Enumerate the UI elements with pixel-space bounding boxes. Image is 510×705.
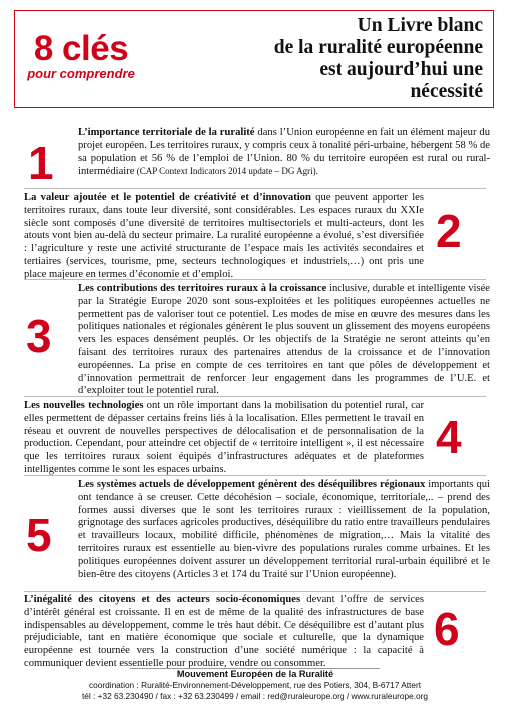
divider	[24, 396, 486, 397]
section-text: inclusive, durable et intelligente visée par la Stratégie Europe 2020 sont sous-exploitées et les politiques européennes actuelles ne permettent pas de valoriser tout ce potentiel. Les modes de mise en œuvre des mesures dans les politiques nationales et régionales génèrent le plus souvent un glissement des moyens européens vers les espaces densément peuplés. Or les objectifs de la Stratégie ne seront atteints qu’en faisant des territoires ruraux des partenaires attendus de la croissance et de l’innovation européennes. La prise en compte de ces territoires en tant que pôles de développement et d’innovation permettrait de renforcer leur engagement dans les programmes de l’U.E. et d’exploiter tout le potentiel rural.	[78, 283, 490, 397]
section-number: 6	[434, 603, 460, 655]
header-box	[14, 10, 494, 108]
section-text: que peuvent apporter les territoires ruraux, dans toute leur diversité, sont considérables. Les espaces ruraux du XXIe siècle sont composés d’une diversité de territoires multisectoriels et multi-acteurs, dont les atouts vont bien au-delà du secteur primaire. La ruralité européenne a évolué, s’est diversifiée : l’agriculture y reste une activité structurante de l’espace mais les activités secondaires et tertiaires (services, tourisme, pme, secteurs technologiques et industriels,…) ont pris une place majeure en termes d’économie et d’emploi.	[24, 192, 424, 280]
title-line: de la ruralité européenne	[273, 37, 483, 58]
section-2	[24, 192, 424, 282]
divider	[24, 591, 486, 592]
badge-title: 8 clés	[33, 29, 129, 68]
section-note: (CAP Context Indicators 2014 update – DG Agri).	[134, 166, 318, 177]
divider	[24, 279, 486, 280]
page-title	[153, 15, 483, 103]
section-number: 3	[26, 310, 52, 362]
section-lead: L’importance territoriale de la ruralité	[78, 127, 255, 138]
badge-subtitle: pour comprendre	[27, 66, 135, 81]
section-lead: L’inégalité des citoyens et des acteurs socio-économiques	[24, 594, 301, 605]
section-1	[78, 127, 490, 179]
title-line: nécessité	[410, 81, 483, 102]
footer-address: coordination : Ruralité-Environnement-Développement, rue des Potiers, 304, B-6717 Attert	[88, 680, 422, 690]
section-text: devant l’offre de services d’intérêt général est croissante. Il en est de même de la qualité des infrastructures de base indispensables au développement, comme le très haut débit. Ce déséquilibre est d’autant plus préjudiciable, tant en matière économique que sociale et culturelle, que la dynamique européenne est tournée vers la construction d’une société numérique : la capacité à communiquer devient essentielle pour produire, vendre ou consommer.	[24, 594, 424, 669]
section-5	[78, 479, 490, 581]
section-number: 4	[436, 411, 462, 463]
divider	[24, 188, 486, 189]
section-4	[24, 400, 424, 477]
divider	[24, 475, 486, 476]
title-line: est aujourd’hui une	[319, 59, 483, 80]
footer-contact: tél : +32 63.230490 / fax : +32 63.230499 / email : red@ruraleurope.org / www.ruraleurope.org	[81, 691, 429, 701]
footer-org: Mouvement Européen de la Ruralité	[176, 669, 334, 679]
keys-badge	[15, 11, 147, 106]
section-lead: Les nouvelles technologies	[24, 400, 144, 411]
section-lead: Les systèmes actuels de développement génèrent des déséquilibres régionaux	[78, 479, 426, 490]
section-number: 1	[28, 137, 54, 189]
title-line: Un Livre blanc	[357, 15, 483, 36]
section-text: ont un rôle important dans la mobilisation du potentiel rural, car elles permettent de dépasser certains freins liés à la localisation. Elles permettent le travail en réseau et ouvrent de nouvelles perspectives de délocalisation et de personnalisation de la production. Cependant, pour atteindre cet objectif de « territoire intelligent », il est nécessaire que les territoires ruraux soient équipés d’infrastructures adéquates et de plateformes intelligentes comme le sont les espaces urbains.	[24, 400, 424, 475]
section-3	[78, 283, 490, 398]
section-6	[24, 594, 424, 671]
section-text: importants qui ont tendance à se creuser. Cette décohésion – sociale, économique, territoriale,.. – prend des formes aussi diverses que le sont les territoires ruraux : vieillissement de la population, grignotage des surfaces agricoles productives, déséquilibre du ratio entre travailleurs pendulaires et travailleurs locaux, mobilité difficile, phénomènes de migration,… Mais la vitalité des territoires ruraux est essentielle au bien-vivre des populations rurales comme urbaines. Et les politiques européennes doivent assurer un développement territorial rural-urbain équilibré et le bien-être des citoyens (Articles 3 et 174 du Traité sur l’Union européenne).	[78, 479, 491, 580]
section-text: dans l’Union européenne en fait un élément majeur du projet européen. Les territoires ruraux, y compris ceux à tonalité péri-urbaine, hébergent 58 % de sa population et 56 % de l’emploi de l’Union. 80 % du territoire européen est rural ou rural-intermédiaire	[78, 127, 490, 178]
section-number: 5	[26, 509, 52, 561]
section-lead: La valeur ajoutée et le potentiel de créativité et d’innovation	[24, 192, 311, 203]
section-number: 2	[436, 205, 462, 257]
section-lead: Les contributions des territoires ruraux à la croissance	[78, 283, 327, 294]
footer	[0, 669, 510, 702]
